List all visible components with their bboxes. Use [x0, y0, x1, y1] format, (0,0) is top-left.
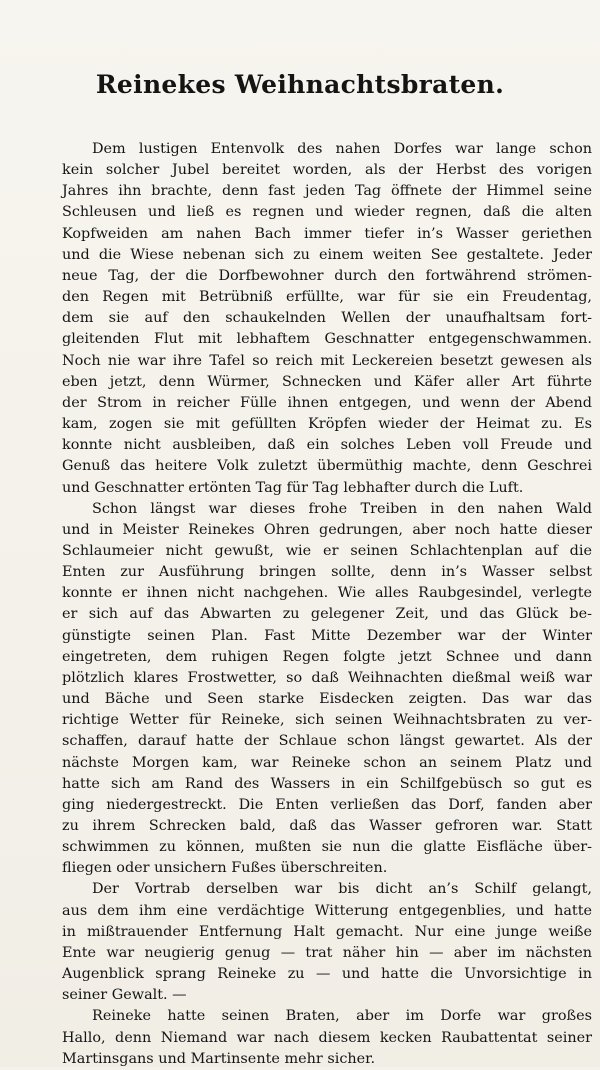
- text-line: ging niedergestreckt. Die Enten verließen das Dorf, fanden aber: [62, 796, 592, 813]
- text-line: schwimmen zu können, mußten sie nun die glatte Eisfläche über-: [62, 839, 592, 856]
- text-line: Schlaumeier nicht gewußt, wie er seinen Schlachtenplan auf die: [62, 542, 592, 559]
- text-line: richtige Wetter für Reineke, sich seinen Weihnachtsbraten zu ver-: [62, 712, 592, 729]
- text-line: Jahres ihn brachte, denn fast jeden Tag öffnete der Himmel seine: [62, 183, 592, 200]
- text-line: Ente war neugierig genug — trat näher hin — aber im nächsten: [62, 944, 592, 961]
- text-line: Martinsgans und Martinsente mehr sicher.: [62, 1050, 376, 1067]
- text-line: den Regen mit Betrübniß erfüllte, war für sie ein Freudentag,: [62, 289, 592, 306]
- text-line: eben jetzt, denn Würmer, Schnecken und Käfer aller Art führte: [62, 373, 592, 390]
- text-line: Reineke hatte seinen Braten, aber im Dorfe war großes: [92, 1008, 592, 1025]
- text-line: Kopfweiden am nahen Bach immer tiefer in’s Wasser geriethen: [62, 225, 592, 242]
- text-line: günstigte seinen Plan. Fast Mitte Dezember war der Winter: [62, 627, 592, 644]
- text-line: Augenblick sprang Reineke zu — und hatte die Unvorsichtige in: [62, 966, 592, 983]
- text-line: kam, zogen sie mit gefüllten Kröpfen wieder der Heimat zu. Es: [62, 416, 592, 433]
- text-line: er sich auf das Abwarten zu gelegener Zeit, und das Glück be-: [62, 606, 592, 623]
- text-line: und Bäche und Seen starke Eisdecken zeigten. Das war das: [62, 691, 592, 708]
- text-line: hatte sich am Rand des Wassers in ein Schilfgebüsch so gut es: [62, 775, 592, 792]
- text-line: Genuß das heitere Volk zuletzt übermüthig machte, denn Geschrei: [62, 458, 592, 475]
- text-line: Dem lustigen Entenvolk des nahen Dorfes war lange schon: [92, 141, 592, 157]
- text-line: in mißtrauender Entfernung Halt gemacht. Nur eine junge weiße: [62, 923, 592, 940]
- text-line: eingetreten, dem ruhigen Regen folgte jetzt Schnee und dann: [62, 648, 592, 665]
- text-line: nächste Morgen kam, war Reineke schon an seinem Platz und: [62, 754, 592, 771]
- text-line: Enten zur Ausführung bringen sollte, denn in’s Wasser selbst: [62, 564, 592, 581]
- text-line: seiner Gewalt. —: [62, 987, 187, 1004]
- text-line: Schleusen und ließ es regnen und wieder regnen, daß die alten: [62, 204, 592, 221]
- text-line: Schon längst war dieses frohe Treiben in den nahen Wald: [92, 500, 592, 517]
- text-line: plötzlich klares Frostwetter, so daß Weihnachten dießmal weiß war: [62, 669, 592, 686]
- page-title: Reinekes Weihnachtsbraten.: [95, 70, 505, 99]
- text-line: schaffen, darauf hatte der Schlaue schon längst gewartet. Als der: [62, 733, 592, 750]
- text-line: zu ihrem Schrecken bald, daß das Wasser gefroren war. Statt: [62, 818, 592, 834]
- text-line: konnte er ihnen nicht nachgehen. Wie alles Raubgesindel, verlegte: [62, 585, 592, 602]
- text-line: kein solcher Jubel bereitet worden, als der Herbst des vorigen: [62, 162, 592, 179]
- text-line: und in Meister Reinekes Ohren gedrungen, aber noch hatte dieser: [62, 521, 592, 538]
- body-text: [62, 139, 592, 1070]
- text-line: und die Wiese nebenan sich zu einem weiten See gestaltete. Jeder: [62, 246, 592, 263]
- text-line: gleitenden Flut mit lebhaftem Geschnatter entgegenschwammen.: [62, 331, 592, 348]
- text-line: konnte nicht ausbleiben, daß ein solches Leben voll Freude und: [62, 437, 592, 454]
- text-line: der Strom in reicher Fülle ihnen entgegen, und wenn der Abend: [62, 394, 592, 411]
- text-line: Der Vortrab derselben war bis dicht an’s Schilf gelangt,: [92, 881, 592, 898]
- text-line: dem sie auf den schaukelnden Wellen der unaufhaltsam fort-: [62, 310, 592, 327]
- text-line: fliegen oder unsichern Fußes überschreiten.: [62, 860, 388, 877]
- text-line: aus dem ihm eine verdächtige Witterung entgegenblies, und hatte: [62, 902, 592, 919]
- text-line: Noch nie war ihre Tafel so reich mit Leckereien besetzt gewesen als: [62, 352, 592, 369]
- text-line: neue Tag, der die Dorfbewohner durch den fortwährend strömen-: [62, 267, 592, 284]
- text-line: Hallo, denn Niemand war nach diesem kecken Raubattentat seiner: [62, 1029, 592, 1046]
- text-line: und Geschnatter ertönten Tag für Tag lebhafter durch die Luft.: [62, 479, 524, 496]
